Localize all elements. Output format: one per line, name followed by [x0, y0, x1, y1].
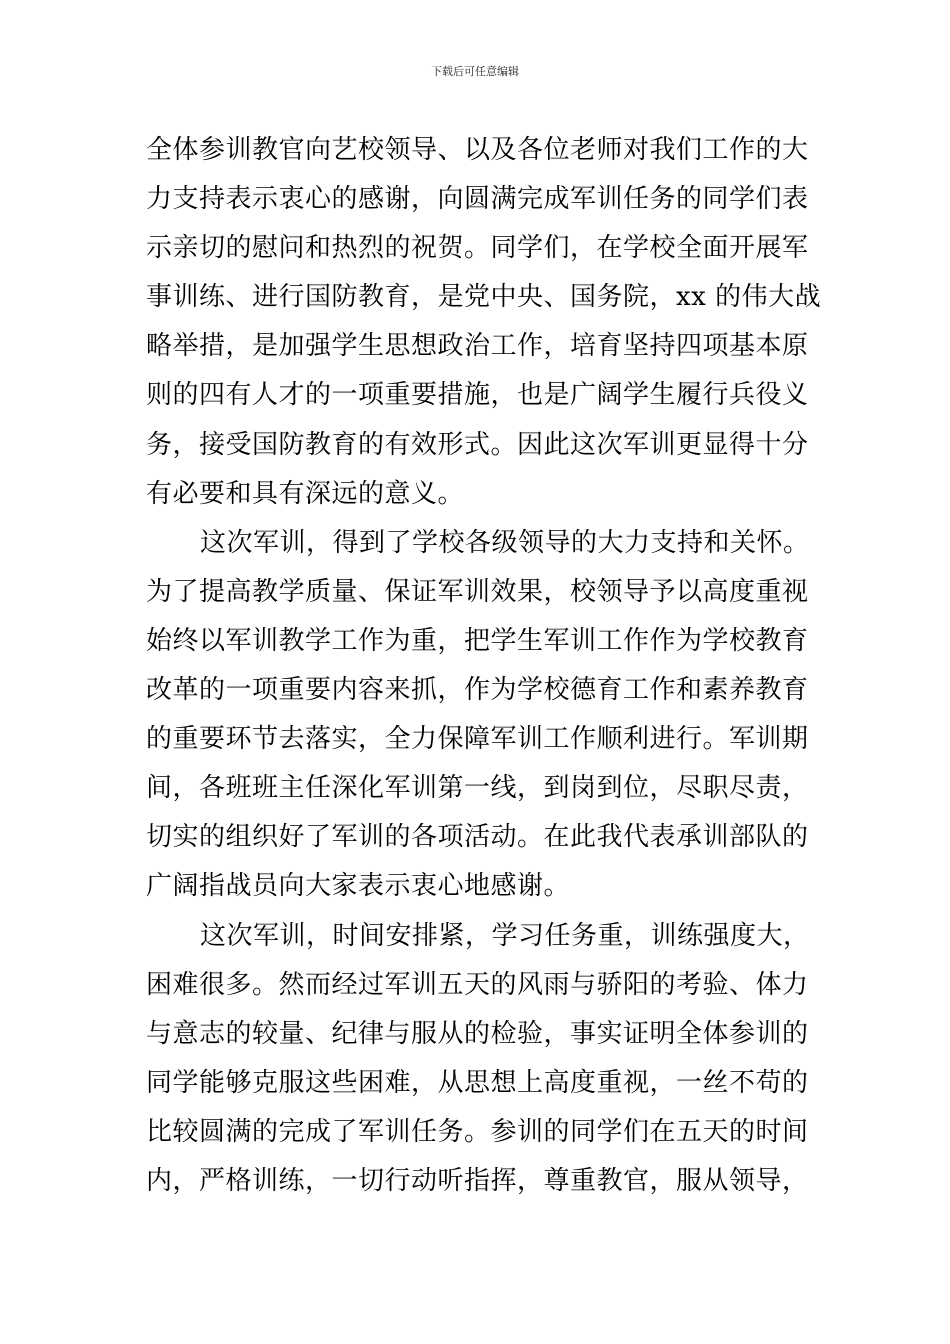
text-line: 改革的一项重要内容来抓，作为学校德育工作和素养教育	[146, 675, 809, 706]
text-line: 切实的组织好了军训的各项活动。在此我代表承训部队的	[146, 822, 809, 853]
text-line: 务，接受国防教育的有效形式。因此这次军训更显得十分	[146, 429, 809, 460]
text-line: 事训练、进行国防教育，是党中央、国务院，xx 的伟大战	[146, 282, 822, 313]
text-line: 为了提高教学质量、保证军训效果，校领导予以高度重视	[146, 576, 809, 607]
text-line: 与意志的较量、纪律与服从的检验，事实证明全体参训的	[146, 1018, 809, 1049]
text-line: 这次军训，时间安排紧，学习任务重，训练强度大，	[200, 920, 810, 951]
text-line: 比较圆满的完成了军训任务。参训的同学们在五天的时间	[146, 1116, 809, 1147]
text-line: 内，严格训练，一切行动听指挥，尊重教官，服从领导，	[146, 1165, 809, 1196]
text-line: 示亲切的慰问和热烈的祝贺。同学们，在学校全面开展军	[146, 233, 809, 264]
text-line: 有必要和具有深远的意义。	[146, 478, 465, 509]
text-line: 力支持表示衷心的感谢，向圆满完成军训任务的同学们表	[146, 184, 809, 215]
text-line: 则的四有人才的一项重要措施，也是广阔学生履行兵役义	[146, 380, 809, 411]
text-line: 间，各班班主任深化军训第一线，到岗到位，尽职尽责，	[146, 773, 809, 804]
document-body	[146, 126, 822, 1206]
text-line: 这次军训，得到了学校各级领导的大力支持和关怀。	[200, 527, 810, 558]
text-line: 的重要环节去落实，全力保障军训工作顺利进行。军训期	[146, 724, 809, 755]
text-line: 全体参训教官向艺校领导、以及各位老师对我们工作的大	[146, 135, 809, 165]
text-line: 始终以军训教学工作为重，把学生军训工作作为学校教育	[146, 625, 809, 656]
text-line: 同学能够克服这些困难，从思想上高度重视，一丝不苟的	[146, 1067, 809, 1098]
text-line: 困难很多。然而经过军训五天的风雨与骄阳的考验、体力	[146, 969, 809, 1000]
page-header: 下载后可任意编辑	[431, 65, 519, 78]
text-line: 略举措，是加强学生思想政治工作，培育坚持四项基本原	[146, 331, 809, 362]
text-line: 广阔指战员向大家表示衷心地感谢。	[146, 871, 571, 902]
